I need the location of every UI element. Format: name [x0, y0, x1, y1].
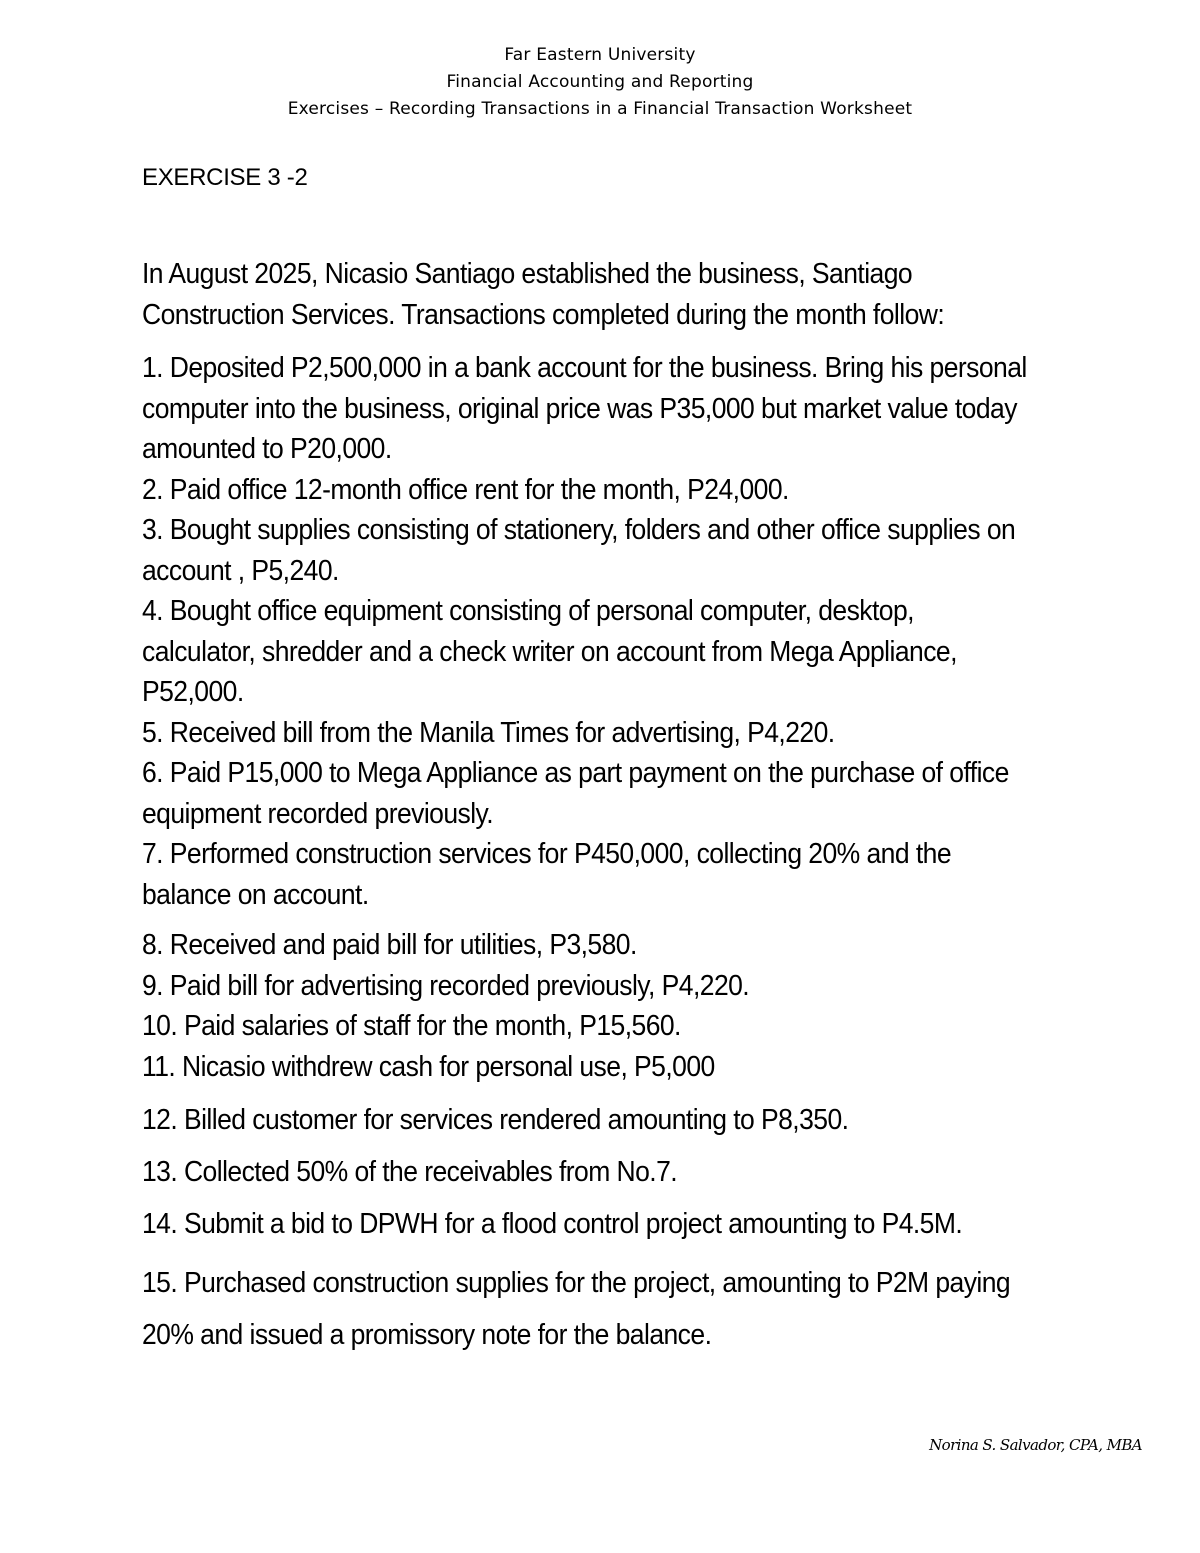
- transaction-list: [142, 348, 1109, 915]
- transaction-item-7: 7. Performed construction services for P450,000, collecting 20% and the: [142, 838, 952, 870]
- transaction-item-5: 5. Received bill from the Manila Times for advertising, P4,220.: [142, 716, 835, 749]
- transaction-item-13: 13. Collected 50% of the receivables from No.7.: [142, 1156, 678, 1188]
- transaction-item-10: 10. Paid salaries of staff for the month, P15,560.: [142, 1010, 681, 1042]
- transaction-item-4: 4. Bought office equipment consisting of personal computer, desktop,: [142, 595, 914, 627]
- transaction-item-11: 11. Nicasio withdrew cash for personal use, P5,000: [142, 1050, 715, 1083]
- transaction-item-3: account , P5,240.: [142, 554, 339, 587]
- transaction-item-3: 3. Bought supplies consisting of stationery, folders and other office supplies on: [142, 514, 1016, 546]
- transaction-item-15: [142, 1257, 1109, 1361]
- intro-line: In August 2025, Nicasio Santiago established the business, Santiago: [142, 258, 913, 290]
- transaction-item-4: P52,000.: [142, 676, 244, 708]
- transaction-item-4: calculator, shredder and a check writer on account from Mega Appliance,: [142, 635, 957, 668]
- transaction-item-12: 12. Billed customer for services rendered amounting to P8,350.: [142, 1104, 849, 1136]
- intro-line: Construction Services. Transactions completed during the month follow:: [142, 298, 945, 331]
- document-header: [0, 42, 1200, 123]
- transaction-item-2: 2. Paid office 12-month office rent for the month, P24,000.: [142, 473, 789, 506]
- transaction-item-6: equipment recorded previously.: [142, 797, 494, 830]
- transaction-item-1: computer into the business, original price was P35,000 but market value today: [142, 392, 1017, 425]
- transaction-item-1: amounted to P20,000.: [142, 433, 392, 465]
- transaction-item-14: 14. Submit a bid to DPWH for a flood control project amounting to P4.5M.: [142, 1208, 963, 1240]
- transaction-item-8: 8. Received and paid bill for utilities, P3,580.: [142, 929, 637, 961]
- exercise-topic: Exercises – Recording Transactions in a Financial Transaction Worksheet: [287, 99, 913, 119]
- university-name: Far Eastern University: [504, 45, 696, 65]
- intro-paragraph: [142, 254, 1109, 335]
- transaction-item-7: balance on account.: [142, 878, 369, 911]
- transaction-item-15-line: 20% and issued a promissory note for the balance.: [142, 1319, 712, 1351]
- transaction-item-9: 9. Paid bill for advertising recorded previously, P4,220.: [142, 969, 750, 1002]
- transaction-item-6: 6. Paid P15,000 to Mega Appliance as part payment on the purchase of office: [142, 757, 1009, 789]
- exercise-title: EXERCISE 3 -2: [142, 164, 308, 191]
- course-name: Financial Accounting and Reporting: [446, 72, 754, 92]
- transaction-list-continued: [142, 925, 1109, 1087]
- transaction-item-15-line: 15. Purchased construction supplies for the project, amounting to P2M paying: [142, 1267, 1011, 1299]
- transaction-item-1: 1. Deposited P2,500,000 in a bank account for the business. Bring his personal: [142, 352, 1027, 384]
- author-signature: Norina S. Salvador, CPA, MBA: [929, 1436, 1142, 1454]
